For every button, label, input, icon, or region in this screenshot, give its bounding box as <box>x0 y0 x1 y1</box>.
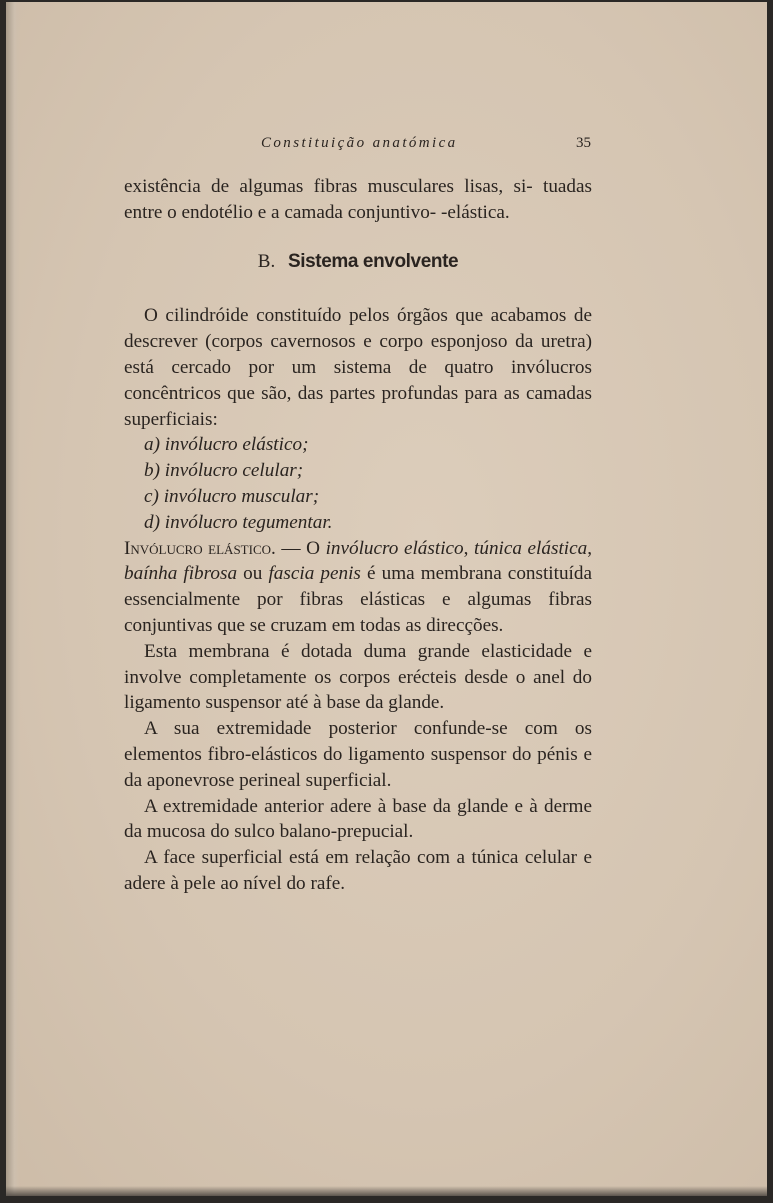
section-heading <box>124 249 592 275</box>
text-run: — O <box>275 537 326 559</box>
text-run: ou <box>237 563 269 585</box>
page-header <box>261 135 591 152</box>
term: fascia penis <box>268 563 361 585</box>
subsection-lead: Invólucro elástico. <box>124 537 276 559</box>
list-item <box>124 432 592 458</box>
book-page <box>6 2 767 1196</box>
list-item <box>124 510 592 536</box>
list-text: invólucro muscular; <box>163 485 320 507</box>
list-item <box>124 458 592 484</box>
list-letter: c) <box>144 485 159 507</box>
paragraph: O cilindróide constituído pelos órgãos que acabamos de descrever (corpos cavernosos e corpo esponjoso da uretra) está cercado por um sistema de quatro invólucros concêntricos que são, das partes profundas para as camadas superficiais: <box>124 305 592 430</box>
paragraph <box>124 536 592 639</box>
list-letter: a) <box>144 434 160 456</box>
term: baínha fibrosa <box>124 563 238 585</box>
list-item <box>124 484 592 510</box>
paragraph: Esta membrana é dotada duma grande elasticidade e involve completamente os corpos erécteis desde o anel do ligamento suspensor até à base da glande. <box>124 640 592 714</box>
section-title: Sistema envolvente <box>287 250 459 272</box>
intro-line: -elástica. <box>441 201 510 223</box>
page-number: 35 <box>576 135 591 151</box>
list-letter: b) <box>144 460 160 482</box>
text-run: é uma membrana constituída essencialmente por fibras elásticas e algumas fibras conjuntivas que se cruzam em todas as direcções. <box>124 563 592 636</box>
list-text: invólucro celular; <box>164 460 304 482</box>
term: invólucro elástico <box>325 537 464 559</box>
page-body <box>124 174 592 897</box>
term: túnica elástica <box>474 537 588 559</box>
section-letter: B. <box>257 250 276 272</box>
page-gutter-shadow <box>6 2 20 1196</box>
list-text: invólucro tegumentar. <box>164 511 333 533</box>
list-text: invólucro elástico; <box>164 434 309 456</box>
paragraph: A extremidade anterior adere à base da glande e à derme da mucosa do sulco balano-prepucial. <box>124 795 592 843</box>
paragraph: A sua extremidade posterior confunde-se com os elementos fibro-elásticos do ligamento suspensor do pénis e da aponevrose perineal superficial. <box>124 718 592 791</box>
intro-line: existência de algumas fibras musculares lisas, si- <box>124 176 533 197</box>
list-letter: d) <box>144 511 160 533</box>
running-title: Constituição anatómica <box>261 135 458 151</box>
intro-paragraph <box>124 174 592 226</box>
text-run: , <box>463 537 475 559</box>
page-bottom-shadow <box>6 1186 767 1196</box>
intro-line: tuadas entre o endotélio e a camada conjuntivo- <box>124 176 593 223</box>
paragraph: A face superficial está em relação com a túnica celular e adere à pele ao nível do rafe. <box>124 847 592 894</box>
text-run: , <box>587 537 593 559</box>
